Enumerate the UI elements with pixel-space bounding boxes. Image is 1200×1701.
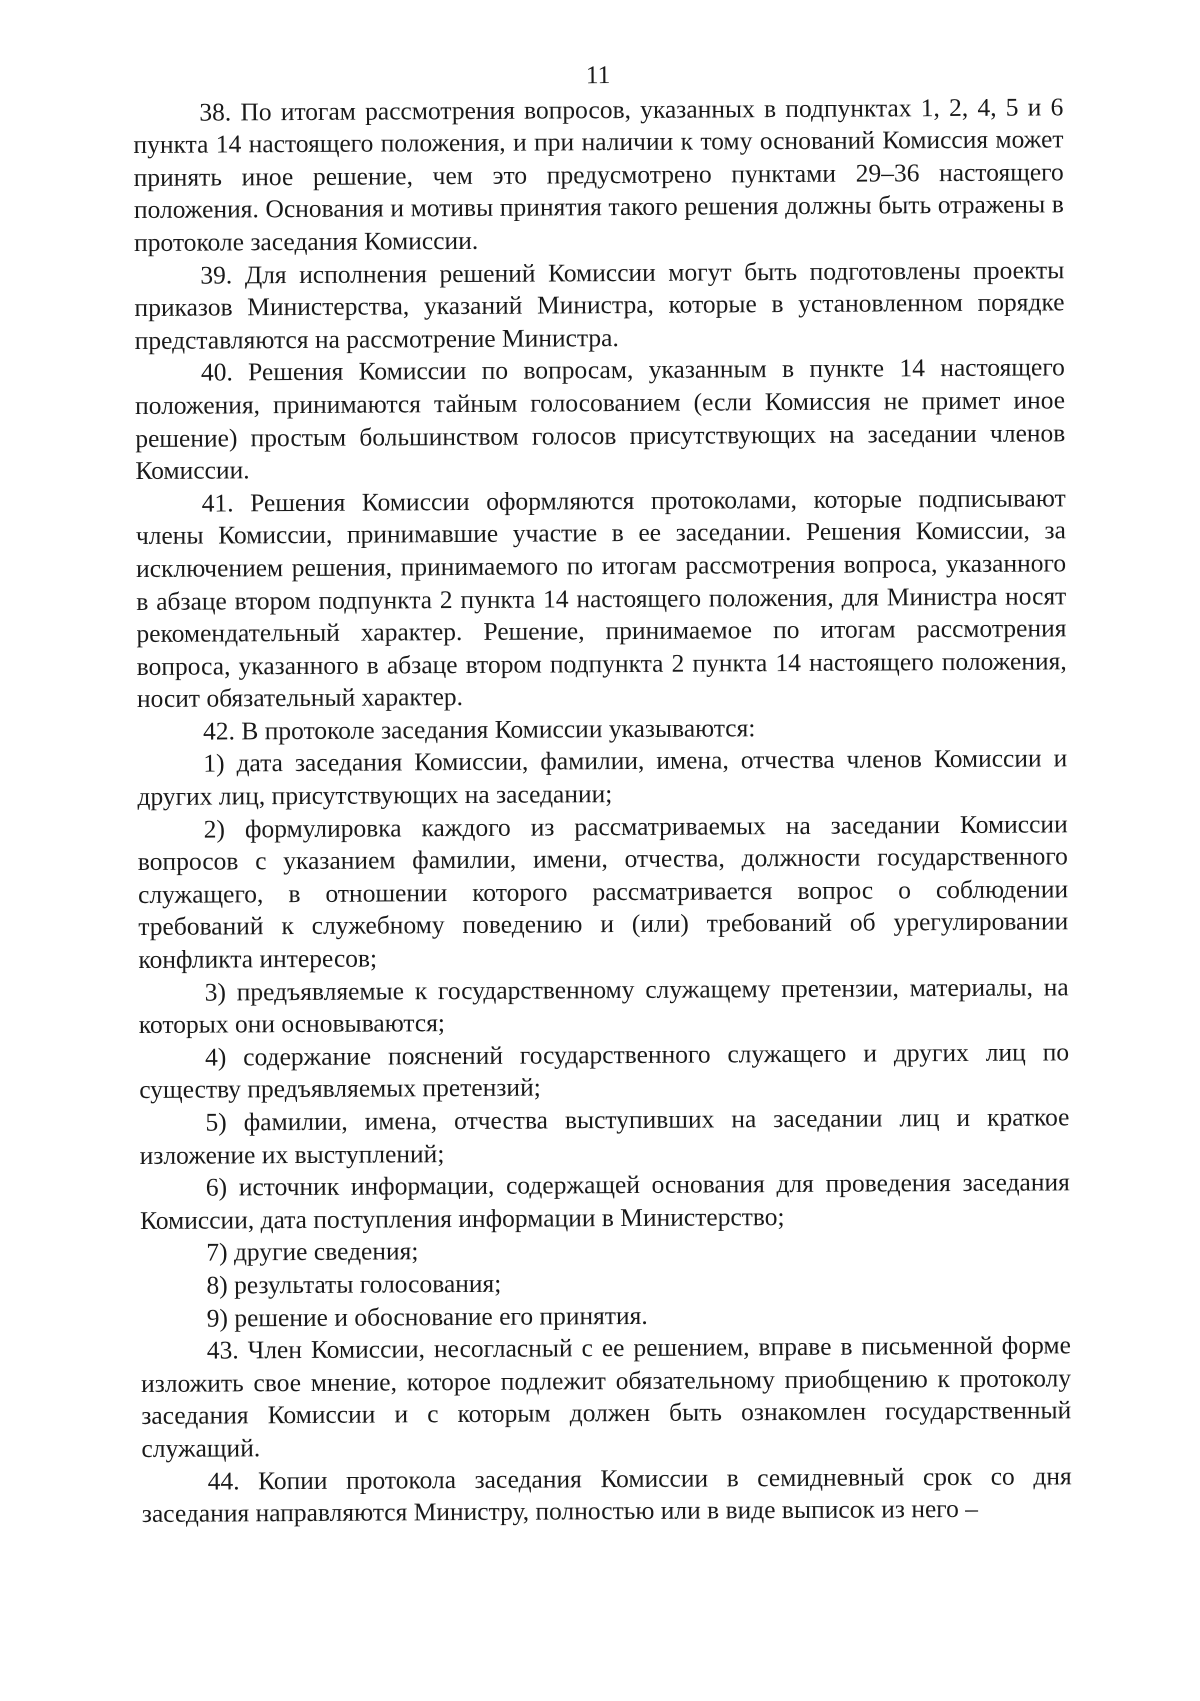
- paragraph-41: 41. Решения Комиссии оформляются протоколами, которые подписывают члены Комиссии, принимавшие участие в ее заседании. Решения Комиссии, за исключением решения, принимаемого по итогам рассмотрения вопроса, указанного в абзаце втором подпункта 2 пункта 14 настоящего положения, для Министра носят рекомендательный характер. Решение, принимаемое по итогам рассмотрения вопроса, указанного в абзаце втором подпункта 2 пункта 14 настоящего положения, носит обязательный характер.: [135, 483, 1067, 714]
- paragraph-39: 39. Для исполнения решений Комиссии могут быть подготовлены проекты приказов Министерства, указаний Министра, которые в установленном порядке представляются на рассмотрение Министра.: [134, 254, 1065, 355]
- document-page: [133, 56, 1072, 1530]
- page-number: 11: [585, 60, 611, 90]
- paragraph-44: 44. Копии протокола заседания Комиссии в семидневный срок со дня заседания направляются Министру, полностью или в виде выписок из него –: [141, 1460, 1072, 1529]
- list-item-7: 7) другие сведения;: [206, 1236, 419, 1267]
- list-item-5: 5) фамилии, имена, отчества выступивших на заседании лиц и краткое изложение их выступлений;: [139, 1102, 1070, 1170]
- paragraph-38: 38. По итогам рассмотрения вопросов, указанных в подпунктах 1, 2, 4, 5 и 6 пункта 14 настоящего положения, и при наличии к тому оснований Комиссия может принять иное решение, чем это предусмотрено пунктами 29–36 настоящего положения. Основания и мотивы принятия такого решения должны быть отражены в протоколе заседания Комиссии.: [133, 91, 1064, 257]
- list-item-9: 9) решение и обоснование его принятия.: [206, 1300, 648, 1333]
- paragraph-43: 43. Член Комиссии, несогласный с ее решением, вправе в письменной форме изложить свое мнение, которое подлежит обязательному приобщению к протоколу заседания Комиссии и с которым должен быть ознакомлен государственный служащий.: [140, 1330, 1072, 1463]
- list-item-1: 1) дата заседания Комиссии, фамилии, имена, отчества членов Комиссии и других лиц, присутствующих на заседании;: [137, 743, 1068, 812]
- list-item-6: 6) источник информации, содержащей основания для проведения заседания Комиссии, дата поступления информации в Министерство;: [139, 1167, 1070, 1235]
- paragraph-42: 42. В протоколе заседания Комиссии указываются:: [202, 713, 756, 746]
- list-item-3: 3) предъявляемые к государственному служащему претензии, материалы, на которых они основываются;: [138, 971, 1069, 1040]
- list-item-4: 4) содержание пояснений государственного служащего и других лиц по существу предъявляемых претензий;: [139, 1037, 1070, 1105]
- paragraph-40: 40. Решения Комиссии по вопросам, указанным в пункте 14 настоящего положения, принимаются тайным голосованием (если Комиссия не примет иное решение) простым большинством голосов присутствующих на заседании членов Комиссии.: [135, 352, 1066, 486]
- list-item-2: 2) формулировка каждого из рассматриваемых на заседании Комиссии вопросов с указанием фамилии, имени, отчества, должности государственного служащего, в отношении которого рассматривается вопрос о соблюдении требований к служебному поведению и (или) требований об урегулировании конфликта интересов;: [137, 808, 1069, 975]
- list-item-8: 8) результаты голосования;: [206, 1268, 502, 1300]
